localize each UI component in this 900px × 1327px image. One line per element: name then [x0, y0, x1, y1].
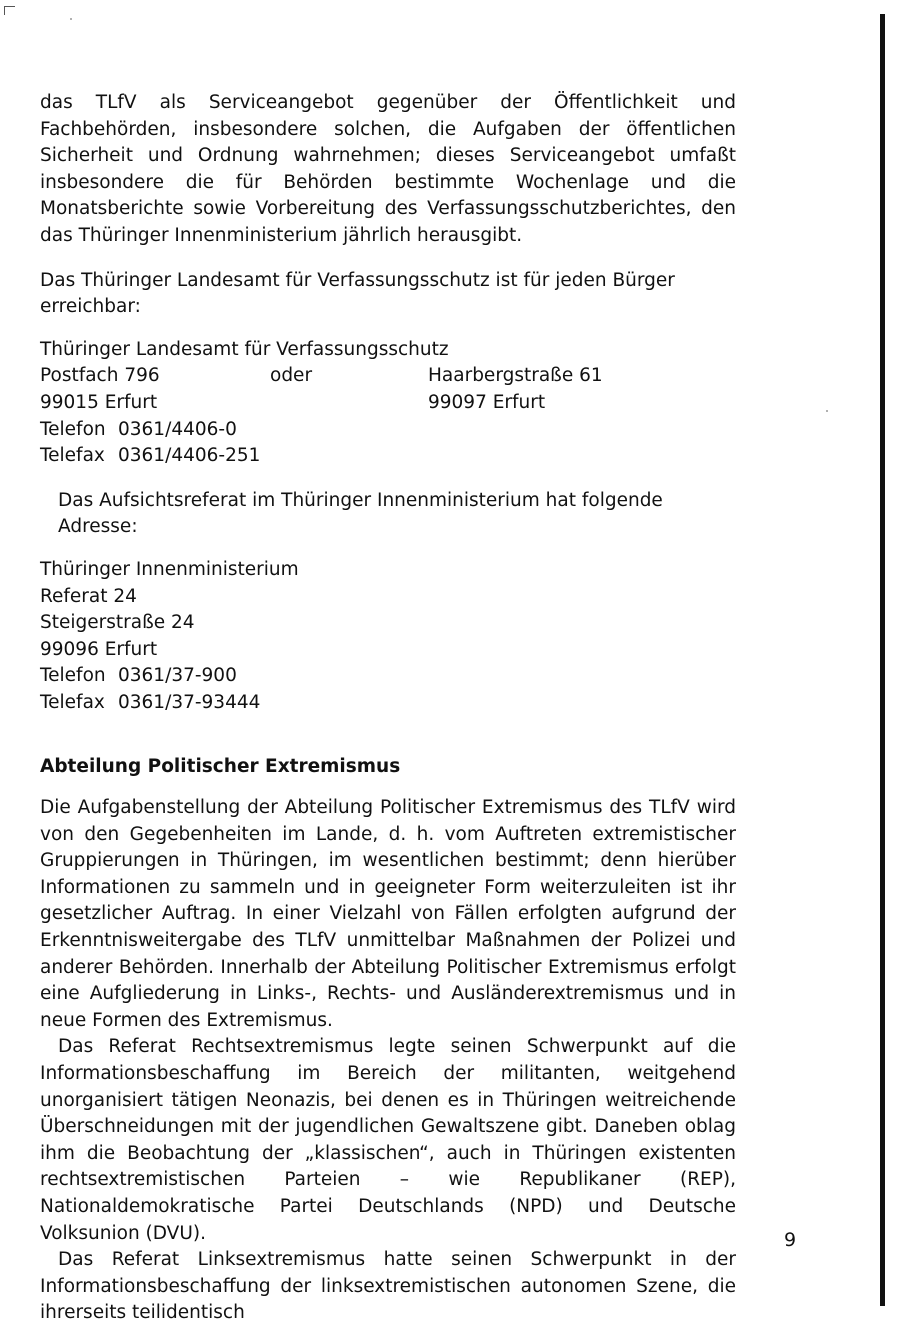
tlfv-phone: 0361/4406-0 [118, 418, 237, 440]
document-page [40, 90, 736, 1327]
ministry-address-block [40, 557, 736, 717]
corner-crop-mark [4, 6, 15, 15]
scan-speck [70, 18, 72, 20]
tlfv-fax: 0361/4406-251 [118, 445, 261, 467]
tlfv-name: Thüringer Landesamt für Verfassungsschutz [40, 338, 449, 360]
ministry-phone-label: Telefon [40, 665, 106, 687]
ministry-contact-intro: Das Aufsichtsreferat im Thüringer Innenministerium hat folgende Adresse: [58, 489, 663, 538]
ministry-fax-label: Telefax [40, 691, 105, 713]
tlfv-address-block [40, 337, 736, 470]
tlfv-address-row-2 [40, 390, 736, 417]
ministry-name: Thüringer Innenministerium [40, 558, 299, 580]
tlfv-phone-label: Telefon [40, 418, 106, 440]
tlfv-postbox-city: 99015 Erfurt [40, 391, 158, 413]
tlfv-contact-intro: Das Thüringer Landesamt für Verfassungsschutz ist für jeden Bürger erreichbar: [40, 269, 675, 318]
intro-paragraph: das TLfV als Serviceangebot gegenüber der Öffentlichkeit und Fachbehörden, insbesondere solchen, die Aufgaben der öffentlichen Sicherheit und Ordnung wahrnehmen; dieses Serviceangebot umfaßt insbesondere die für Behörden bestimmte Wochenlage und die Monatsberichte sowie Vorbereitung des Verfassungsschutzberichtes, den das Thüringer Innenministerium jährlich herausgibt. [40, 92, 736, 246]
ministry-fax-line [40, 690, 736, 717]
tlfv-spacer [270, 390, 428, 417]
section-paragraph-1: Die Aufgabenstellung der Abteilung Politischer Extremismus des TLfV wird von den Gegebenheiten im Lande, d. h. vom Auftreten extremistischer Gruppierungen in Thüringen, im wesentlichen bestimmt; denn hierüber Informationen zu sammeln und in geeigneter Form weiterzuleiten ist ihr gesetzlicher Auftrag. In einer Vielzahl von Fällen erfolgten aufgrund der Erkenntnisweitergabe des TLfV unmittelbar Maßnahmen der Polizei und anderer Behörden. Innerhalb der Abteilung Politischer Extremismus erfolgt eine Aufgliederung in Links-, Rechts- und Ausländerextremismus und in neue Formen des Extremismus. [40, 797, 736, 1031]
tlfv-address-row-1 [40, 363, 736, 390]
section-heading: Abteilung Politischer Extremismus [40, 756, 401, 778]
tlfv-phone-line [40, 417, 736, 444]
tlfv-street: Haarbergstraße 61 [428, 365, 603, 387]
tlfv-fax-line [40, 443, 736, 470]
scan-speck [826, 410, 828, 412]
ministry-city: 99096 Erfurt [40, 638, 158, 660]
tlfv-or-label: oder [270, 365, 313, 387]
scan-edge-bar [880, 14, 885, 1306]
tlfv-fax-label: Telefax [40, 445, 105, 467]
section-paragraph-2: Das Referat Rechtsextremismus legte seinen Schwerpunkt auf die Informationsbeschaffung im Bereich der militanten, weitgehend unorganisiert tätigen Neonazis, bei denen es in Thüringen weitreichende Überschneidungen mit der jugendlichen Gewaltszene gibt. Daneben oblag ihm die Beobachtung der „klassischen“, auch in Thüringen existenten rechtsextremistischen Parteien – wie Republikaner (REP), Nationaldemokratische Partei Deutschlands (NPD) und Deutsche Volksunion (DVU). [40, 1036, 736, 1244]
ministry-phone-line [40, 663, 736, 690]
ministry-street: Steigerstraße 24 [40, 612, 195, 634]
ministry-phone: 0361/37-900 [118, 665, 237, 687]
page-number: 9 [784, 1229, 797, 1251]
ministry-fax: 0361/37-93444 [118, 691, 261, 713]
tlfv-street-city: 99097 Erfurt [428, 391, 546, 413]
section-paragraph-3: Das Referat Linksextremismus hatte seinen Schwerpunkt in der Informationsbeschaffung der linksextremistischen autonomen Szene, die ihrerseits teilidentisch [40, 1249, 736, 1324]
tlfv-postbox: Postfach 796 [40, 365, 160, 387]
ministry-unit: Referat 24 [40, 585, 137, 607]
